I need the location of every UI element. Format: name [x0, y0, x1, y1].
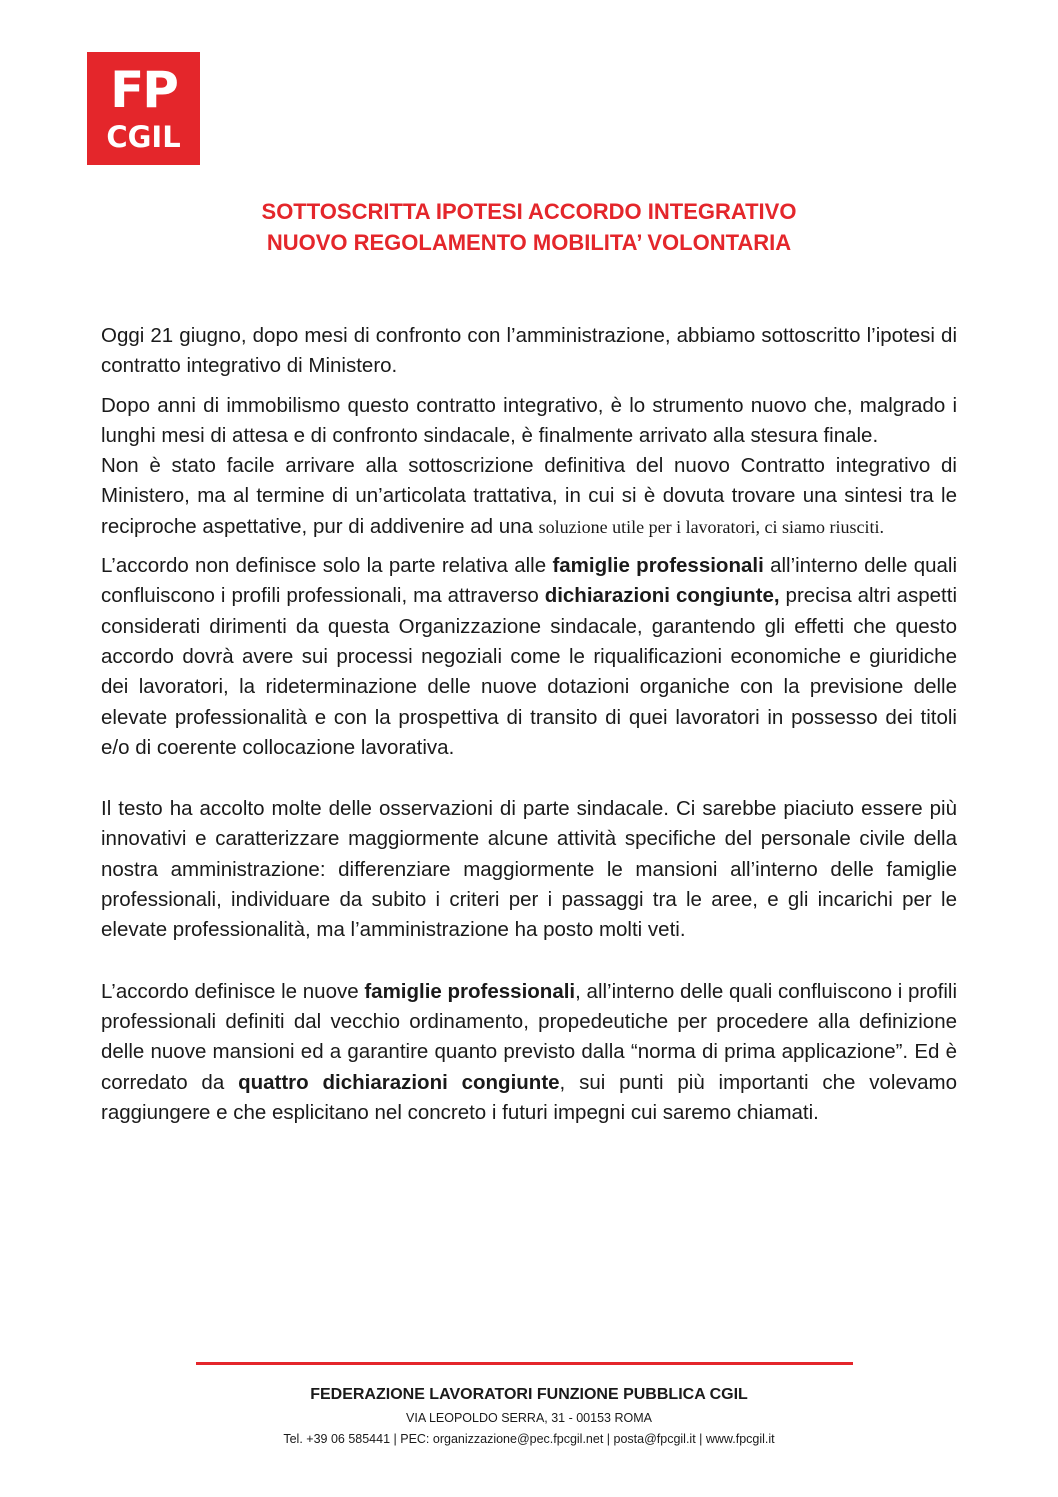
paragraph-6-text-a: L’accordo definisce le nuove	[101, 979, 365, 1003]
paragraph-4-bold-a: famiglie professionali	[552, 554, 764, 578]
footer-organization: FEDERAZIONE LAVORATORI FUNZIONE PUBBLICA CGIL	[310, 1386, 748, 1403]
paragraph-4-text-b: all’interno delle quali confluiscono i profili professionali, ma attraverso	[101, 554, 958, 608]
logo-line-cgil: CGIL	[106, 120, 181, 154]
paragraph-6-bold-a: famiglie professionali	[364, 979, 576, 1003]
logo-line-fp: FP	[110, 61, 177, 119]
paragraph-1: Oggi 21 giugno, dopo mesi di confronto con l’amministrazione, abbiamo sottoscritto l’ipotesi di contratto integrativo di Ministero.	[101, 324, 957, 378]
paragraph-5: Il testo ha accolto molte delle osservazioni di parte sindacale. Ci sarebbe piaciuto essere più innovativi e caratterizzare maggiormente alcune attività specifiche del personale civile della nostra amministrazione: differenziare maggiormente le mansioni all’interno delle famiglie professionali, individuare da subito i criteri per i passaggi tra le aree, e gli incarichi per le elevate professionalità, ma l’amministrazione ha posto molti veti.	[101, 797, 957, 942]
footer-address: VIA LEOPOLDO SERRA, 31 - 00153 ROMA	[406, 1411, 652, 1425]
paragraph-4	[101, 551, 957, 763]
paragraph-6-text-b: , all’interno delle quali confluiscono i profili professionali definiti dal vecchio ordinamento, propedeutiche per procedere alla definizione delle nuove mansioni ed a garantire quanto previsto dalla “norma di prima applicazione”. Ed è corredato da	[101, 979, 957, 1094]
paragraph-3-text: Non è stato facile arrivare alla sottoscrizione definitiva del nuovo Contratto integrativo di Ministero, ma al termine di un’articolata trattativa, in cui si è dovuta trovare una sintesi tra le reciproche aspettative, pur di addivenire ad una	[101, 454, 957, 538]
fp-cgil-logo	[87, 52, 200, 165]
paragraph-3	[101, 451, 957, 542]
paragraph-6-text-c: , sui punti più importanti che volevamo raggiungere e che esplicitano nel concreto i futuri impegni cui saremo chiamati.	[101, 1070, 957, 1124]
paragraph-4-text-c: precisa altri aspetti considerati dirimenti da questa Organizzazione sindacale, garantendo gli effetti che questo accordo dovrà avere sui processi negoziali come le riqualificazioni economiche e giuridiche dei lavoratori, la rideterminazione delle nuove dotazioni organiche con la previsione delle elevate professionalità e con la prospettiva di transito di quei lavoratori in possesso dei titoli e/o di coerente collocazione lavorativa.	[101, 584, 957, 759]
title-line-2: NUOVO REGOLAMENTO MOBILITA’ VOLONTARIA	[266, 230, 792, 255]
paragraph-6	[101, 977, 957, 1128]
paragraph-4-bold-b: dichiarazioni congiunte,	[544, 584, 780, 608]
paragraph-3-serif-text: soluzione utile per i lavoratori, ci siamo riusciti.	[538, 516, 885, 537]
footer-divider	[196, 1362, 853, 1365]
paragraph-4-text-a: L’accordo non definisce solo la parte relativa alle	[101, 554, 553, 578]
paragraph-6-bold-b: quattro dichiarazioni congiunte	[238, 1070, 560, 1094]
footer-contacts: Tel. +39 06 585441 | PEC: organizzazione@pec.fpcgil.net | posta@fpcgil.it | www.fpcgil.it	[283, 1432, 775, 1446]
paragraph-2: Dopo anni di immobilismo questo contratto integrativo, è lo strumento nuovo che, malgrado i lunghi mesi di attesa e di confronto sindacale, è finalmente arrivato alla stesura finale.	[101, 393, 957, 447]
title-line-1: SOTTOSCRITTA IPOTESI ACCORDO INTEGRATIVO	[261, 199, 797, 224]
document-body	[101, 321, 957, 1128]
document-title	[100, 196, 958, 258]
